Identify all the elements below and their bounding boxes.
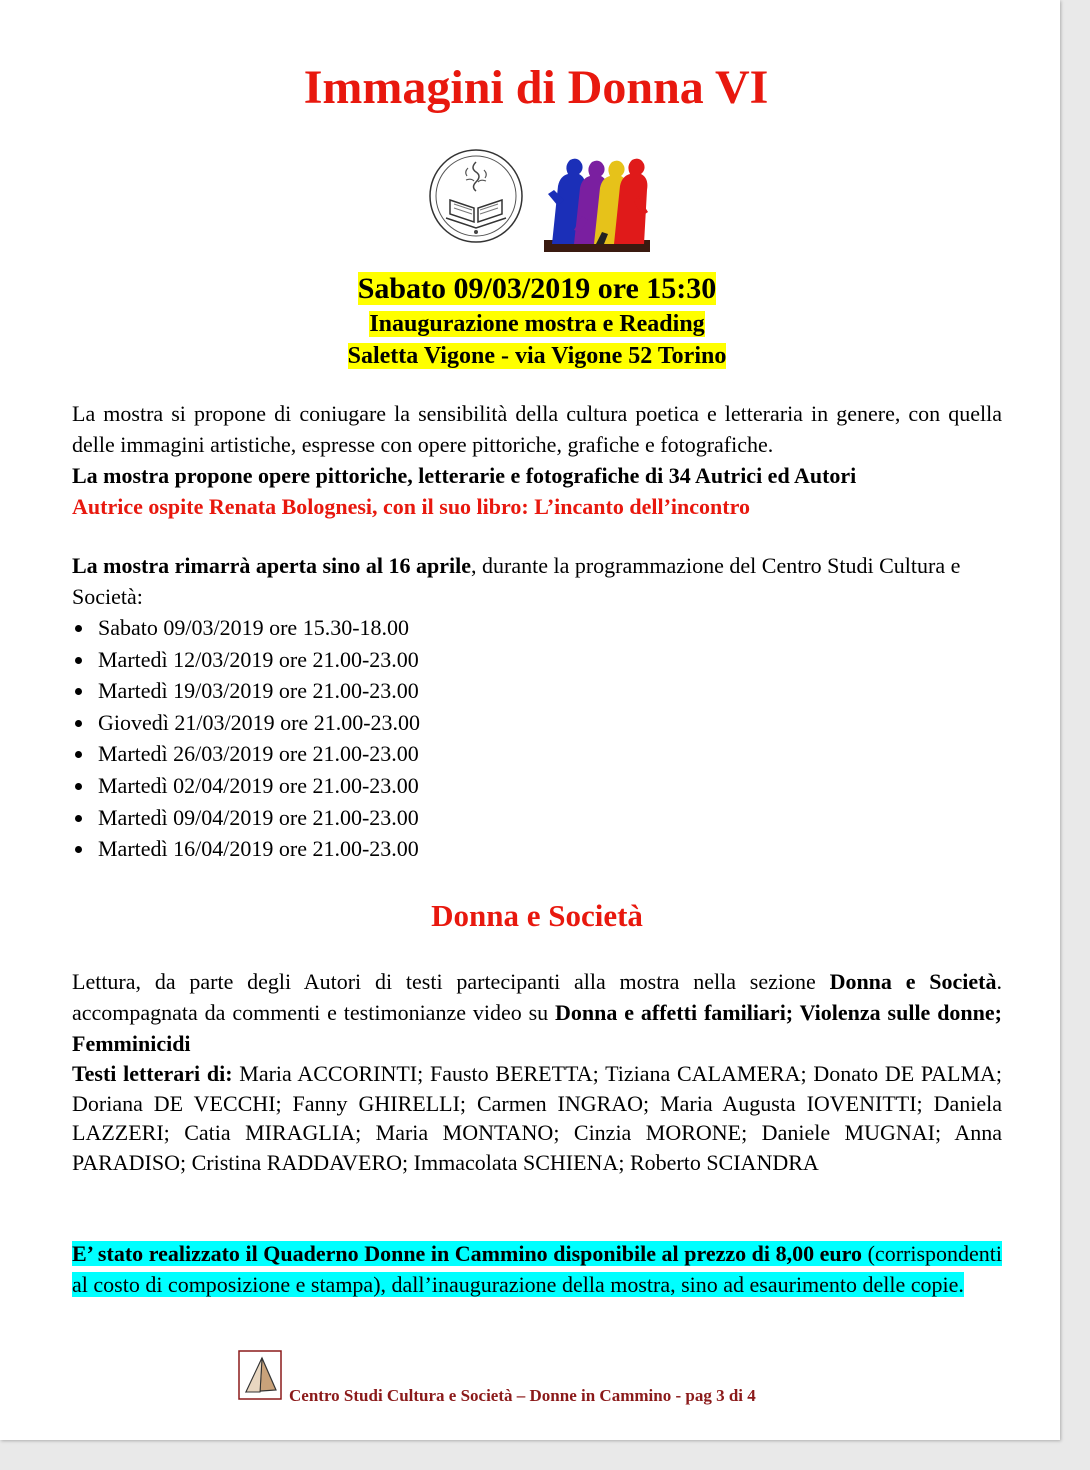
footer-text: Centro Studi Cultura e Società – Donne in Cammino - pag 3 di 4 [289, 1386, 756, 1405]
authors-label: Testi letterari di: [72, 1061, 233, 1086]
guest-author-line: Autrice ospite Renata Bolognesi, con il suo libro: L’incanto dell’incontro [72, 494, 750, 519]
section-bold-2: Donna e affetti familiari; Violenza sulle donne; Femminicidi [72, 1000, 1002, 1056]
list-item: Martedì 12/03/2019 ore 21.00-23.00 [72, 644, 420, 676]
schedule-lead-rest: , durante la programmazione del Centro Studi Cultura e Società: [72, 553, 961, 609]
quaderno-paragraph [72, 1238, 1002, 1300]
section-text-1: Lettura, da parte degli Autori di testi partecipanti alla mostra nella sezione [72, 969, 830, 994]
list-item: Martedì 09/04/2019 ore 21.00-23.00 [72, 802, 420, 834]
section-paragraph [72, 966, 1002, 1177]
authors-names: Maria ACCORINTI; Fausto BERETTA; Tiziana CALAMERA; Donato DE PALMA; Doriana DE VECCHI; Fanny GHIRELLI; Carmen INGRAO; Maria Augusta IOVENITTI; Daniela LAZZERI; Catia MIRAGLIA; Maria MONTANO; Cinzia MORONE; Daniele MUGNAI; Anna PARADISO; Cristina RADDAVERO; Immacolata SCHIENA; Roberto SCIANDRA [72, 1061, 1003, 1175]
list-item: Martedì 26/03/2019 ore 21.00-23.00 [72, 738, 420, 770]
schedule-lead-bold: La mostra rimarrà aperta sino al 16 aprile [72, 553, 471, 578]
event-info [0, 270, 1074, 372]
section-title: Donna e Società [431, 898, 643, 933]
schedule-intro [72, 550, 1002, 612]
book-seal-icon [428, 148, 524, 244]
authors-list [72, 1059, 1002, 1177]
intro-text: La mostra si propone di coniugare la sensibilità della cultura poetica e letteraria in genere, con quella delle immagini artistiche, espresse con opere pittoriche, grafiche e fotografiche. [72, 401, 1002, 457]
schedule-list [72, 612, 420, 865]
section-text-2: . accompagnata da commenti e testimonianze video su [72, 969, 1002, 1025]
intro-bold-line: La mostra propone opere pittoriche, letterarie e fotografiche di 34 Autrici ed Autori [72, 463, 857, 488]
event-location: Saletta Vigone - via Vigone 52 Torino [347, 343, 727, 369]
intro-paragraph [72, 398, 1002, 522]
four-women-figures-icon [544, 146, 650, 252]
event-subtitle: Inaugurazione mostra e Reading [369, 311, 705, 337]
quaderno-rest: (corrispondenti al costo di composizione e stampa), dall’inaugurazione della mostra, sino ad esaurimento delle copie. [72, 1241, 1003, 1297]
quaderno-bold: E’ stato realizzato il Quaderno Donne in Cammino disponibile al prezzo di 8,00 euro [72, 1241, 863, 1266]
section-bold-1: Donna e Società [829, 969, 997, 994]
list-item: Sabato 09/03/2019 ore 15.30-18.00 [72, 612, 420, 644]
page-title: Immagini di Donna VI [303, 61, 769, 114]
centro-studi-logo-icon [238, 1350, 282, 1400]
section-description [72, 966, 1002, 1059]
list-item: Martedì 02/04/2019 ore 21.00-23.00 [72, 770, 420, 802]
list-item: Martedì 19/03/2019 ore 21.00-23.00 [72, 675, 420, 707]
event-date-time: Sabato 09/03/2019 ore 15:30 [357, 272, 717, 305]
list-item: Martedì 16/04/2019 ore 21.00-23.00 [72, 833, 420, 865]
list-item: Giovedì 21/03/2019 ore 21.00-23.00 [72, 707, 420, 739]
